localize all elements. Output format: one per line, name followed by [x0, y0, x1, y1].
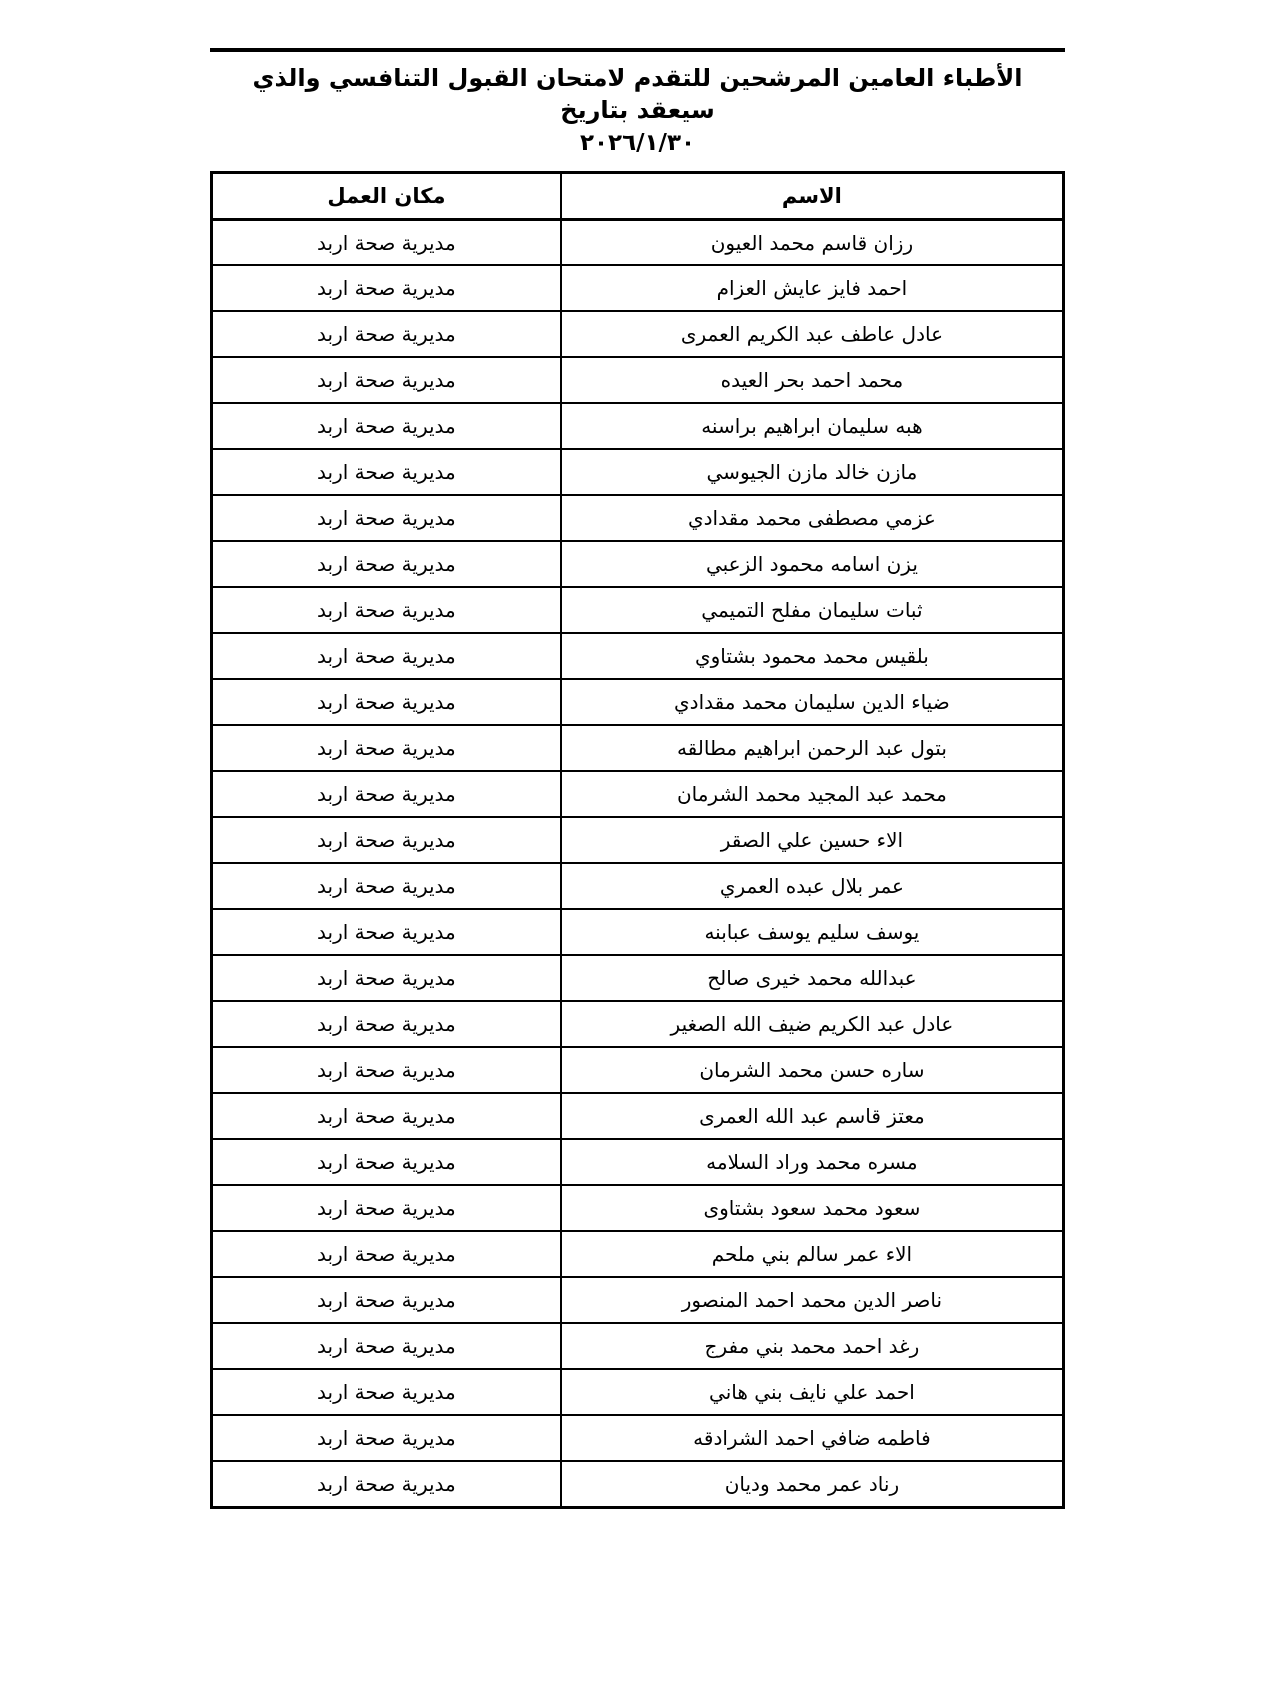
workplace-cell: مديرية صحة اربد [212, 771, 561, 817]
name-cell: احمد علي نايف بني هاني [561, 1369, 1064, 1415]
table-row [212, 265, 1064, 311]
candidates-table [210, 171, 1065, 1509]
workplace-cell: مديرية صحة اربد [212, 311, 561, 357]
name-cell: رناد عمر محمد وديان [561, 1461, 1064, 1507]
name-cell: محمد احمد بحر العيده [561, 357, 1064, 403]
table-row [212, 1369, 1064, 1415]
table-row [212, 541, 1064, 587]
table-row [212, 1093, 1064, 1139]
table-row [212, 495, 1064, 541]
name-cell: ضياء الدين سليمان محمد مقدادي [561, 679, 1064, 725]
workplace-cell: مديرية صحة اربد [212, 357, 561, 403]
workplace-cell: مديرية صحة اربد [212, 1323, 561, 1369]
name-cell: مازن خالد مازن الجيوسي [561, 449, 1064, 495]
table-row [212, 909, 1064, 955]
table-row [212, 357, 1064, 403]
table-row [212, 1415, 1064, 1461]
workplace-cell: مديرية صحة اربد [212, 403, 561, 449]
workplace-cell: مديرية صحة اربد [212, 495, 561, 541]
workplace-cell: مديرية صحة اربد [212, 909, 561, 955]
table-row [212, 403, 1064, 449]
name-cell: يزن اسامه محمود الزعبي [561, 541, 1064, 587]
workplace-cell: مديرية صحة اربد [212, 1047, 561, 1093]
workplace-cell: مديرية صحة اربد [212, 449, 561, 495]
table-row [212, 1461, 1064, 1507]
name-cell: احمد فايز عايش العزام [561, 265, 1064, 311]
workplace-cell: مديرية صحة اربد [212, 1001, 561, 1047]
workplace-cell: مديرية صحة اربد [212, 265, 561, 311]
workplace-cell: مديرية صحة اربد [212, 817, 561, 863]
name-cell: ثبات سليمان مفلح التميمي [561, 587, 1064, 633]
name-cell: ناصر الدين محمد احمد المنصور [561, 1277, 1064, 1323]
name-cell: يوسف سليم يوسف عبابنه [561, 909, 1064, 955]
workplace-cell: مديرية صحة اربد [212, 1231, 561, 1277]
name-cell: الاء عمر سالم بني ملحم [561, 1231, 1064, 1277]
workplace-cell: مديرية صحة اربد [212, 1277, 561, 1323]
document-page [210, 48, 1065, 1509]
name-cell: فاطمه ضافي احمد الشرادقه [561, 1415, 1064, 1461]
name-cell: هبه سليمان ابراهيم براسنه [561, 403, 1064, 449]
name-cell: عادل عبد الكريم ضيف الله الصغير [561, 1001, 1064, 1047]
table-row [212, 1323, 1064, 1369]
table-row [212, 1231, 1064, 1277]
name-cell: ساره حسن محمد الشرمان [561, 1047, 1064, 1093]
workplace-cell: مديرية صحة اربد [212, 219, 561, 265]
candidates-table-body [212, 219, 1064, 1507]
table-row [212, 771, 1064, 817]
workplace-cell: مديرية صحة اربد [212, 1093, 561, 1139]
workplace-cell: مديرية صحة اربد [212, 633, 561, 679]
table-row [212, 955, 1064, 1001]
table-row [212, 679, 1064, 725]
workplace-cell: مديرية صحة اربد [212, 1415, 561, 1461]
header-rule [210, 48, 1065, 52]
name-cell: سعود محمد سعود بشتاوى [561, 1185, 1064, 1231]
workplace-cell: مديرية صحة اربد [212, 863, 561, 909]
table-row [212, 311, 1064, 357]
exam-date: ٢٠٢٦/١/٣٠ [579, 129, 696, 156]
table-row [212, 633, 1064, 679]
table-row [212, 817, 1064, 863]
table-row [212, 1185, 1064, 1231]
table-row [212, 587, 1064, 633]
workplace-cell: مديرية صحة اربد [212, 587, 561, 633]
name-cell: بلقيس محمد محمود بشتاوي [561, 633, 1064, 679]
name-cell: عبدالله محمد خيرى صالح [561, 955, 1064, 1001]
table-row [212, 219, 1064, 265]
column-header-name: الاسم [561, 172, 1064, 219]
table-row [212, 725, 1064, 771]
table-row [212, 863, 1064, 909]
name-cell: الاء حسين علي الصقر [561, 817, 1064, 863]
table-row [212, 1047, 1064, 1093]
name-cell: مسره محمد وراد السلامه [561, 1139, 1064, 1185]
name-cell: معتز قاسم عبد الله العمرى [561, 1093, 1064, 1139]
document-title: الأطباء العامين المرشحين للتقدم لامتحان القبول التنافسي والذي سيعقد بتاريخ [252, 64, 1023, 125]
workplace-cell: مديرية صحة اربد [212, 1139, 561, 1185]
table-row [212, 1001, 1064, 1047]
document-header [210, 48, 1065, 156]
workplace-cell: مديرية صحة اربد [212, 1185, 561, 1231]
table-header-row [212, 172, 1064, 219]
workplace-cell: مديرية صحة اربد [212, 1369, 561, 1415]
name-cell: عمر بلال عبده العمري [561, 863, 1064, 909]
name-cell: بتول عبد الرحمن ابراهيم مطالقه [561, 725, 1064, 771]
name-cell: عادل عاطف عبد الكريم العمرى [561, 311, 1064, 357]
workplace-cell: مديرية صحة اربد [212, 679, 561, 725]
table-row [212, 1139, 1064, 1185]
column-header-workplace: مكان العمل [212, 172, 561, 219]
name-cell: رزان قاسم محمد العيون [561, 219, 1064, 265]
table-row [212, 1277, 1064, 1323]
workplace-cell: مديرية صحة اربد [212, 541, 561, 587]
name-cell: رغد احمد محمد بني مفرج [561, 1323, 1064, 1369]
table-row [212, 449, 1064, 495]
workplace-cell: مديرية صحة اربد [212, 955, 561, 1001]
name-cell: محمد عبد المجيد محمد الشرمان [561, 771, 1064, 817]
workplace-cell: مديرية صحة اربد [212, 1461, 561, 1507]
workplace-cell: مديرية صحة اربد [212, 725, 561, 771]
name-cell: عزمي مصطفى محمد مقدادي [561, 495, 1064, 541]
